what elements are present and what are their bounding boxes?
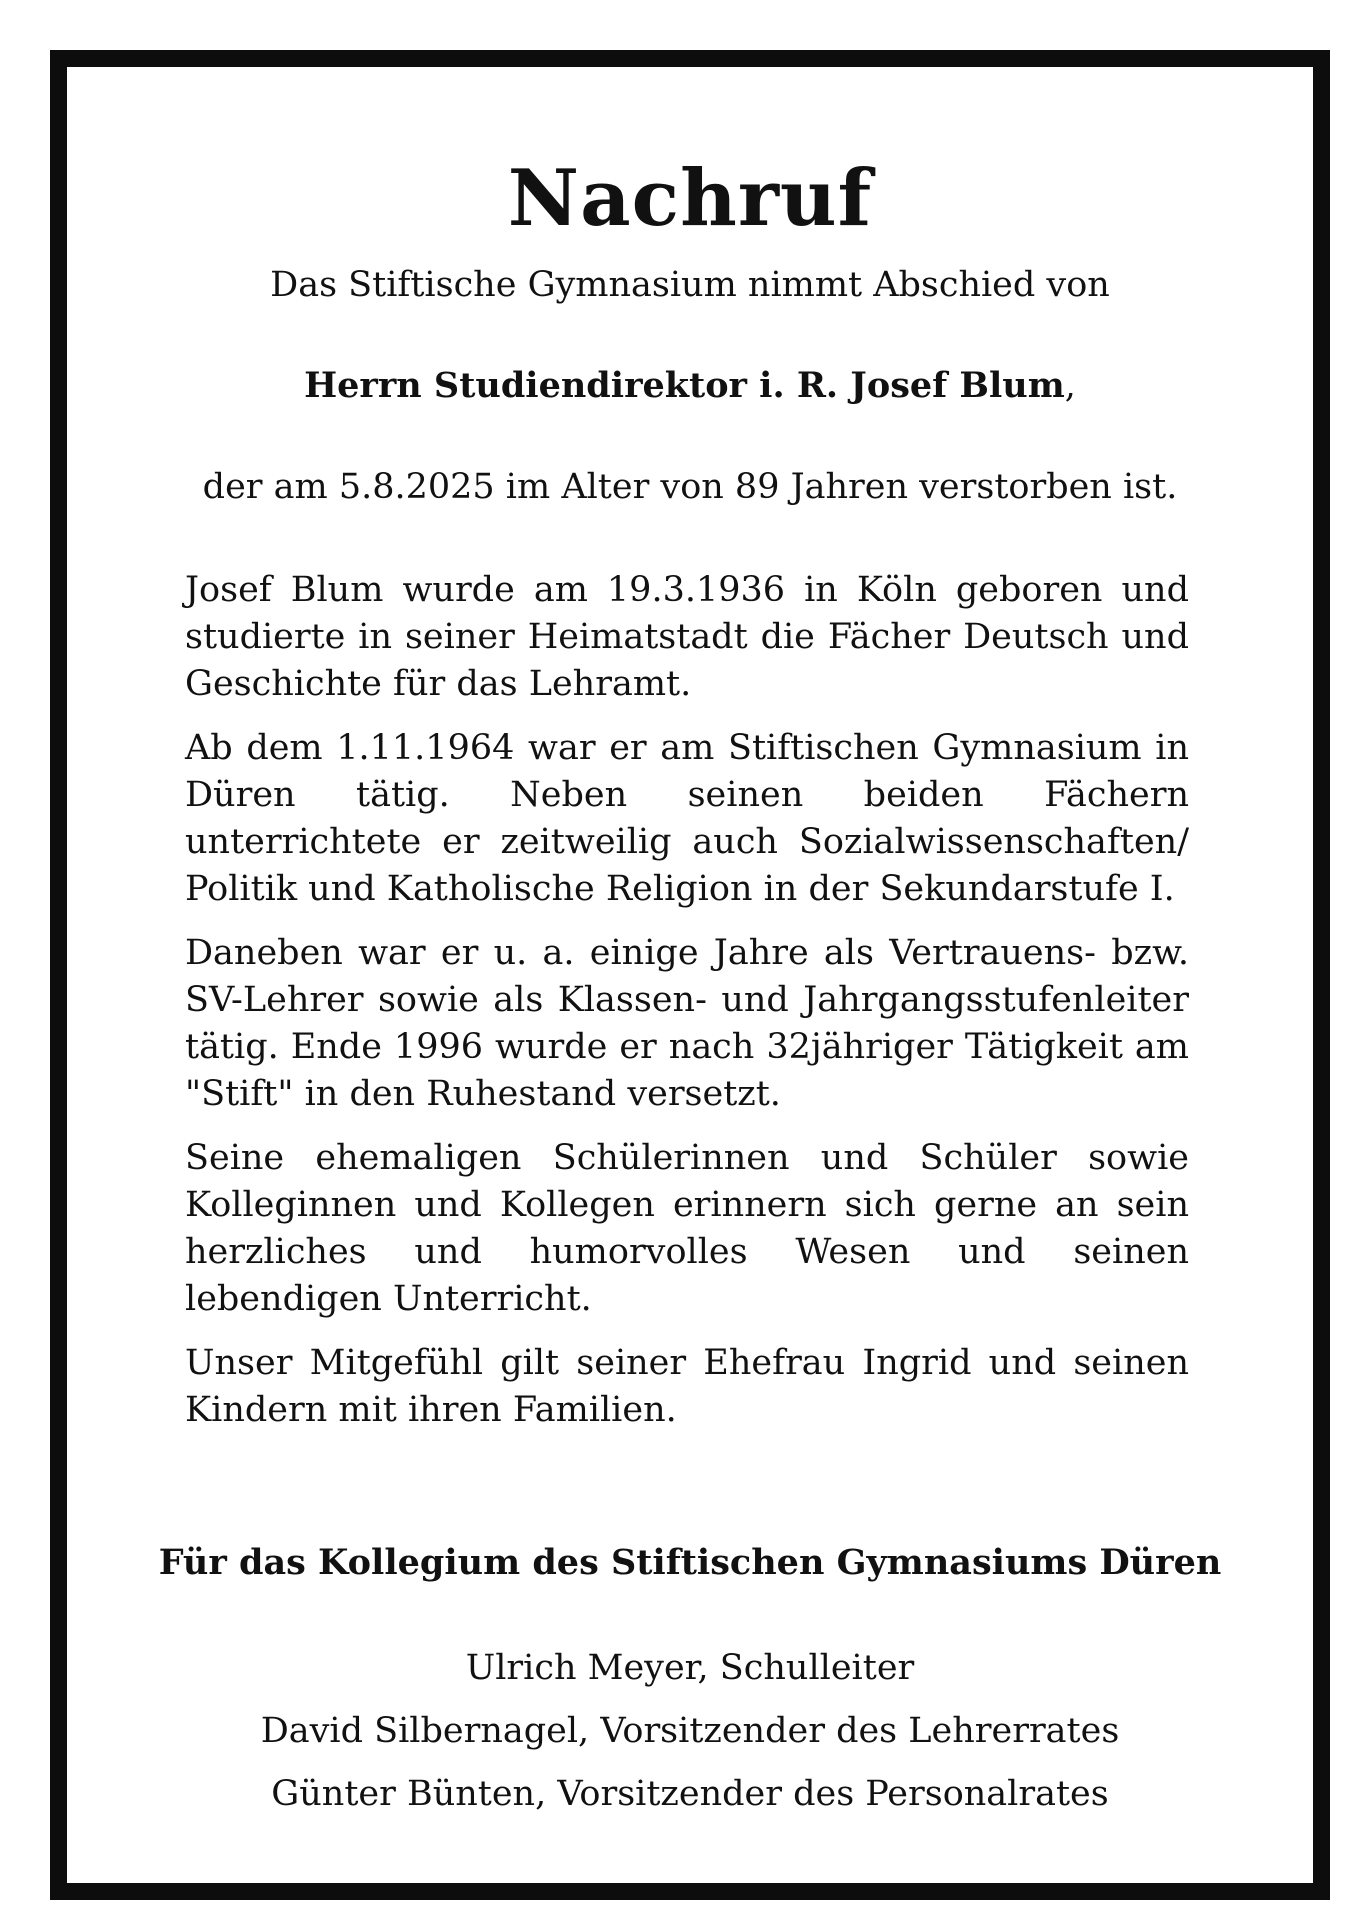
body-paragraph: Ab dem 1.11.1964 war er am Stiftischen Gymnasium in Düren tätig. Neben seinen beiden Fächern unterrichtete er zeitweilig auch Sozialwissenschaften/ Politik und Katholische Religion in der Sekundarstufe I. bbox=[185, 728, 1189, 909]
signers-list bbox=[67, 1637, 1313, 1826]
body-paragraph: Josef Blum wurde am 19.3.1936 in Köln geboren und studierte in seiner Heimatstadt die Fächer Deutsch und Geschichte für das Lehramt. bbox=[185, 570, 1189, 704]
deceased-name: Herrn Studiendirektor i. R. Josef Blum bbox=[304, 365, 1065, 406]
obituary-title: Nachruf bbox=[507, 153, 873, 244]
signer: Ulrich Meyer, Schulleiter bbox=[465, 1648, 915, 1688]
body-paragraph: Unser Mitgefühl gilt seiner Ehefrau Ingrid und seinen Kindern mit ihren Familien. bbox=[185, 1343, 1189, 1430]
deceased-name-line bbox=[67, 365, 1313, 406]
deceased-name-suffix: , bbox=[1064, 366, 1076, 406]
body-paragraph: Daneben war er u. a. einige Jahre als Vertrauens- bzw. SV-Lehrer sowie als Klassen- und Jahrgangsstufenleiter tätig. Ende 1996 wurde er nach 32jähriger Tätigkeit am "Stift" in den Ruhestand versetzt. bbox=[185, 933, 1189, 1114]
signoff-line: Für das Kollegium des Stiftischen Gymnasiums Düren bbox=[158, 1542, 1222, 1583]
obituary-frame bbox=[50, 50, 1330, 1900]
death-line: der am 5.8.2025 im Alter von 89 Jahren verstorben ist. bbox=[202, 467, 1178, 507]
body-paragraph: Seine ehemaligen Schülerinnen und Schüler sowie Kolleginnen und Kollegen erinnern sich gerne an sein herzliches und humorvolles Wesen und seinen lebendigen Unterricht. bbox=[185, 1138, 1189, 1319]
signer: Günter Bünten, Vorsitzender des Personalrates bbox=[271, 1774, 1109, 1814]
intro-line: Das Stiftische Gymnasium nimmt Abschied von bbox=[270, 265, 1110, 305]
obituary-body bbox=[185, 567, 1189, 1451]
signer: David Silbernagel, Vorsitzender des Lehrerrates bbox=[260, 1711, 1120, 1751]
